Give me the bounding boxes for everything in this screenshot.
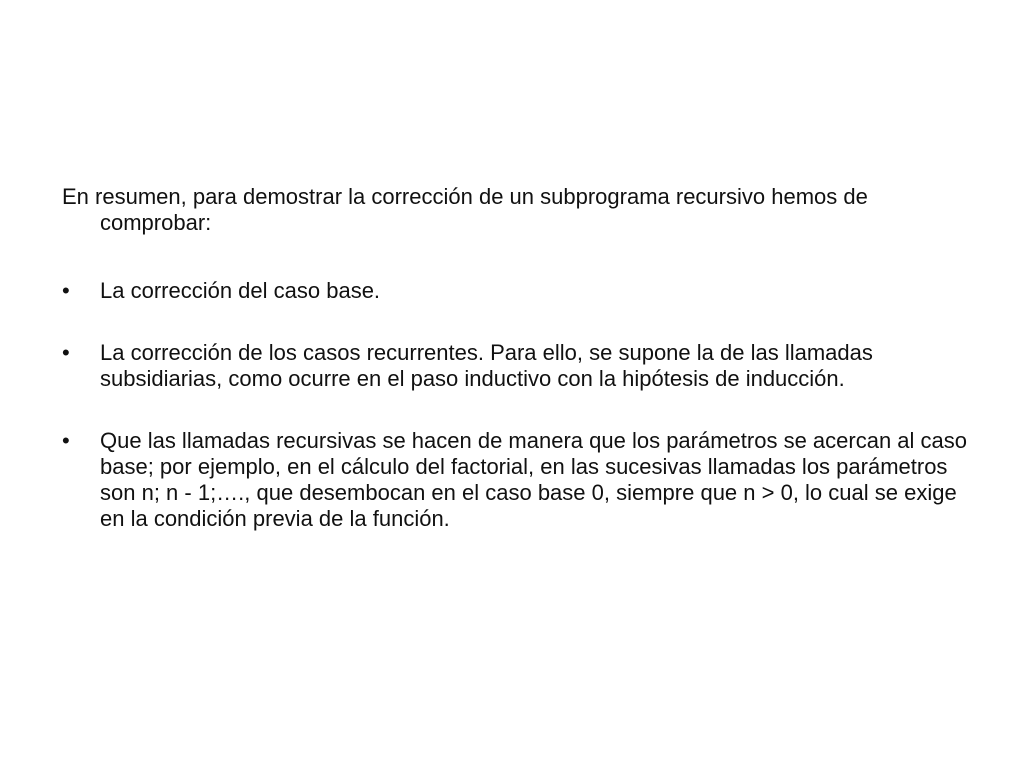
bullet-item-recurrent-cases — [62, 340, 972, 392]
bullet-item-termination — [62, 428, 972, 532]
bullet-list — [62, 278, 972, 532]
intro-paragraph: En resumen, para demostrar la corrección de un subprograma recursivo hemos de comprobar: — [62, 184, 868, 235]
bullet-icon: • — [62, 340, 70, 365]
bullet-icon: • — [62, 428, 70, 453]
bullet-text: La corrección del caso base. — [100, 278, 381, 303]
bullet-text: Que las llamadas recursivas se hacen de manera que los parámetros se acercan al caso base; por ejemplo, en el cálculo del factorial, en las sucesivas llamadas los parámetros son n; n - 1;…., que desembocan en el caso base 0, siempre que n > 0, lo cual se exige en la condición previa de la función. — [100, 428, 968, 531]
bullet-text: La corrección de los casos recurrentes. Para ello, se supone la de las llamadas subsidiarias, como ocurre en el paso inductivo con la hipótesis de inducción. — [100, 340, 873, 391]
slide-content — [62, 184, 972, 532]
bullet-icon: • — [62, 278, 70, 303]
bullet-item-base-case — [62, 278, 972, 304]
